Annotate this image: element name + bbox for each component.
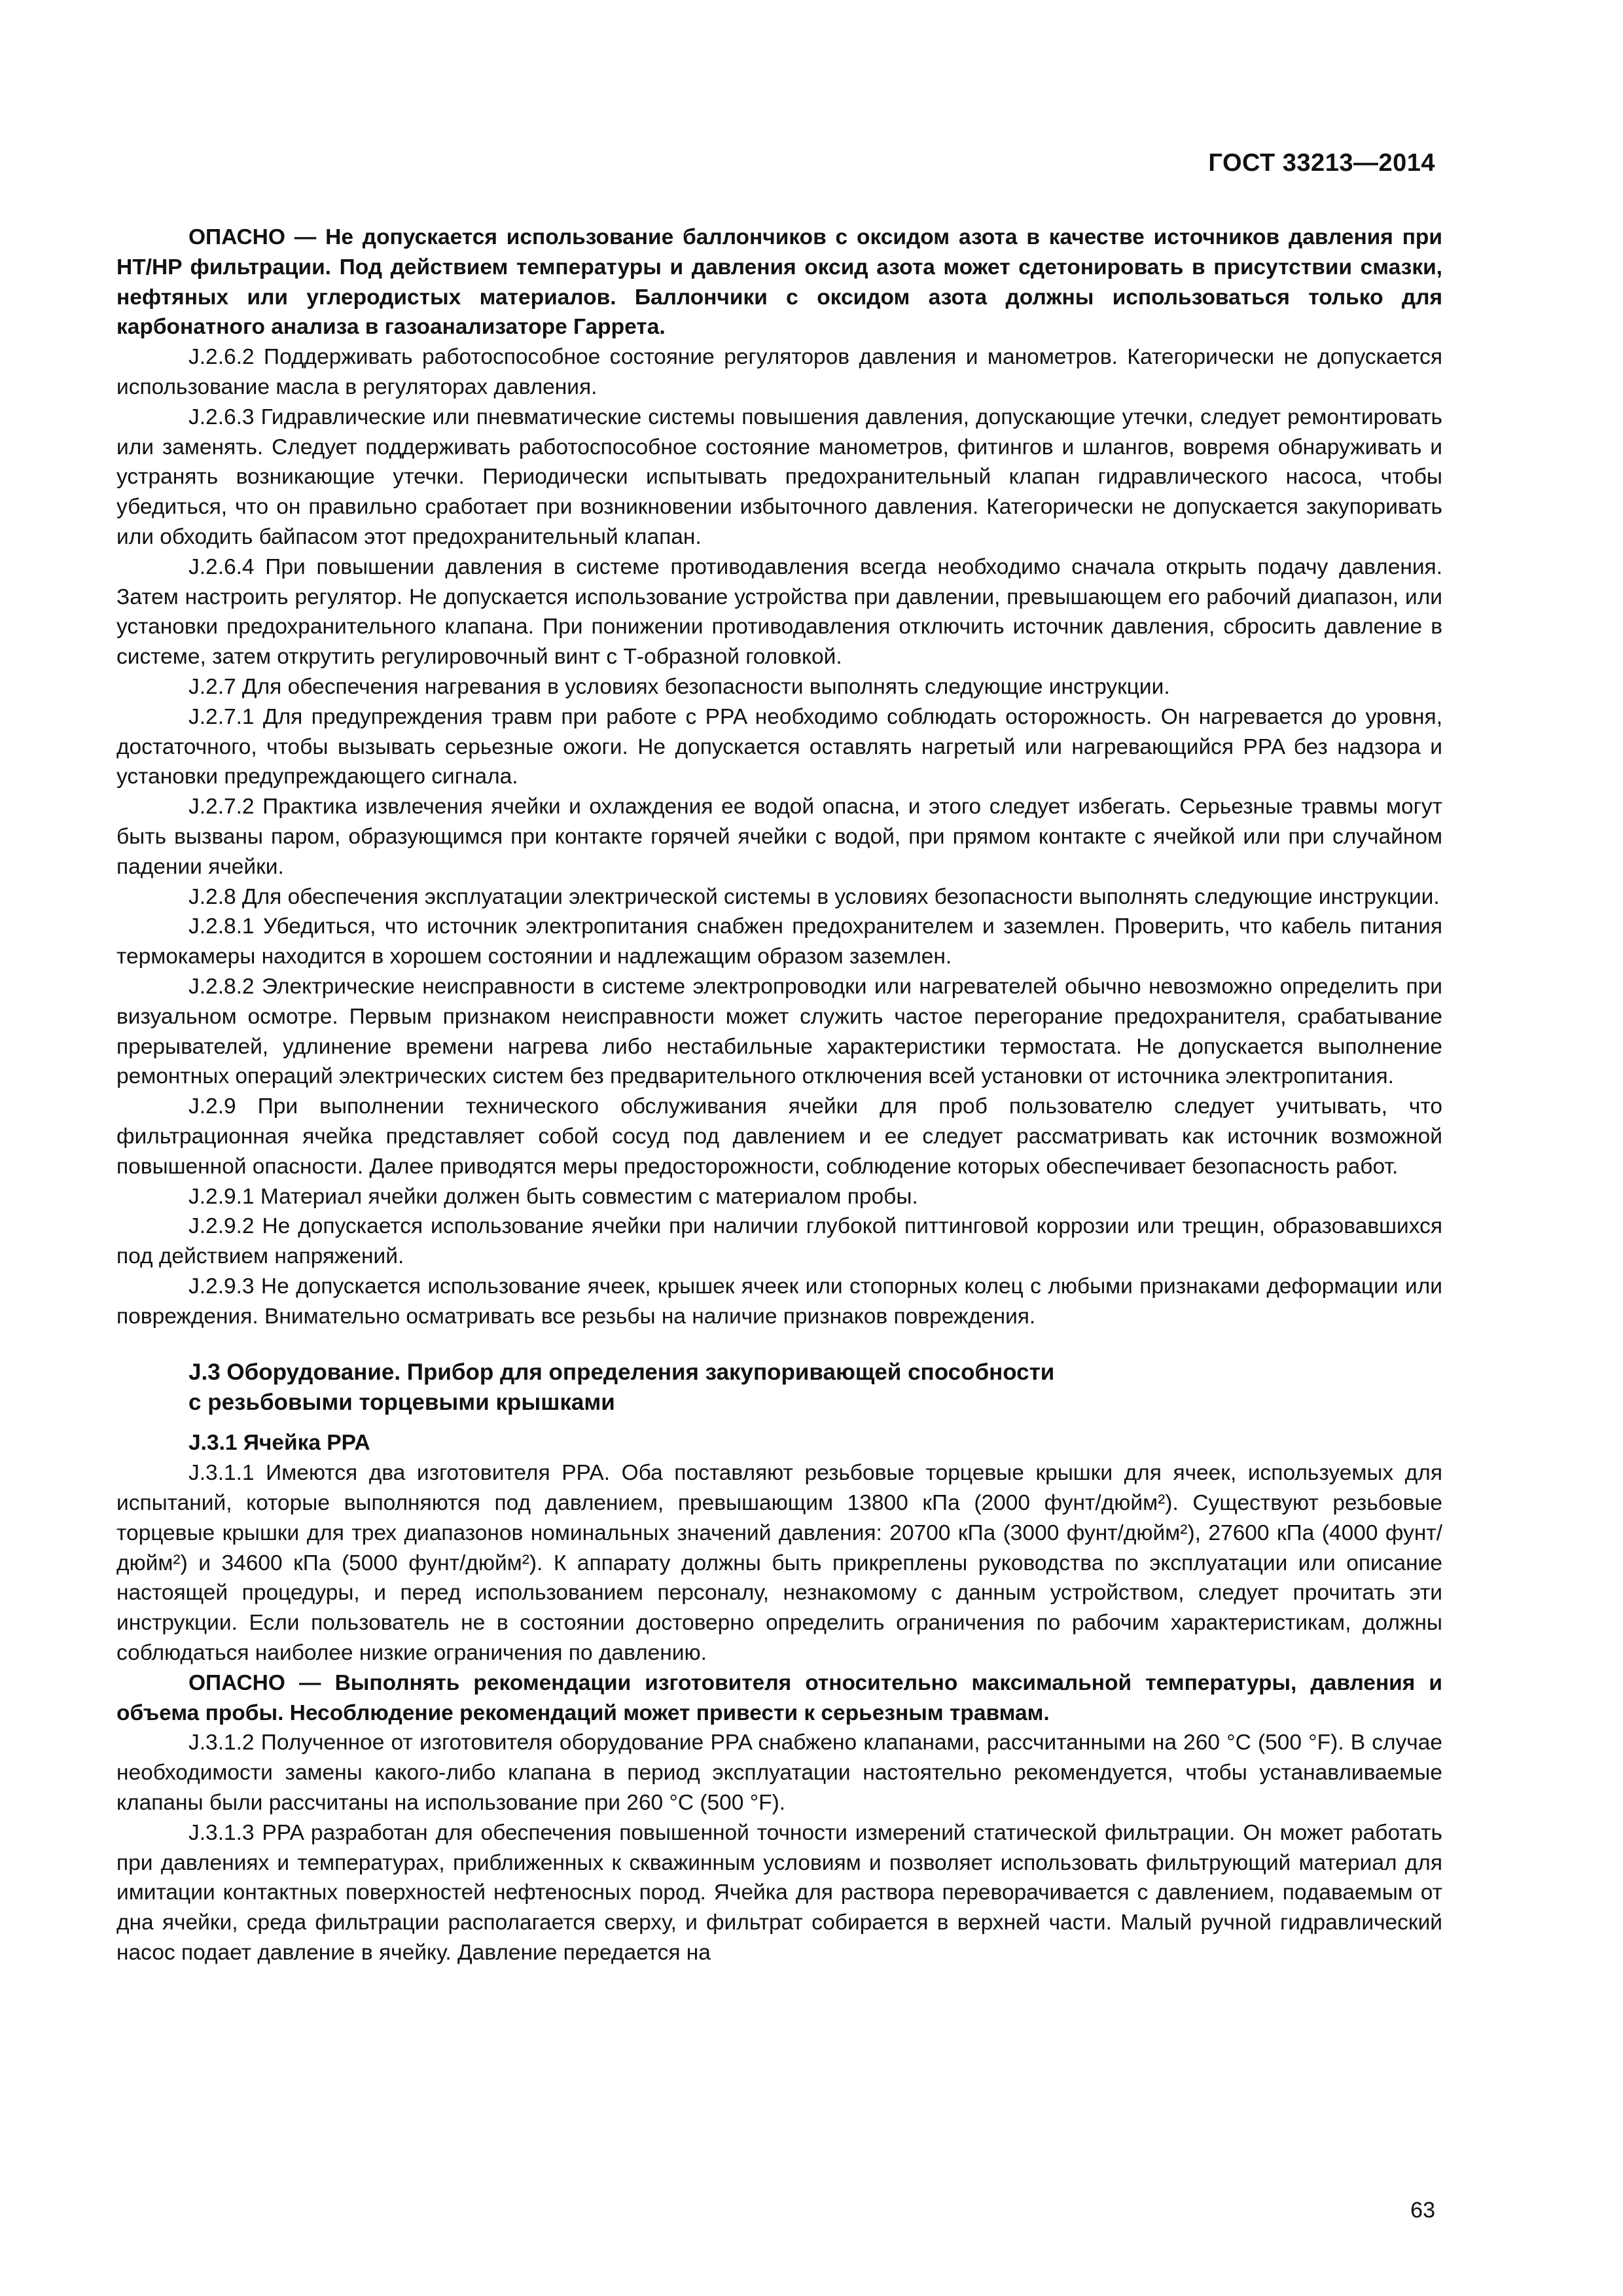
subsection-heading: J.3.1 Ячейка PPA [188, 1431, 370, 1456]
paragraph: J.2.6.4 При повышении давления в системе противодавления всегда необходимо сначала открыть подачу давления. Затем настроить регулятор. Не допускается использование устройства при давлении, превышающем его рабочий диапазон, или установки предохранительного клапана. При понижении противодавления отключить источник давления, сбросить давление в системе, затем открутить регулировочный винт с Т-образной головкой. [116, 554, 1442, 670]
danger-warning: ОПАСНО — Выполнять рекомендации изготовителя относительно максимальной температуры, давления и объема пробы. Несоблюдение рекомендаций может привести к серьезным травмам. [116, 1670, 1442, 1725]
paragraph: J.3.1.3 PPA разработан для обеспечения повышенной точности измерений статической фильтрации. Он может работать при давлениях и температурах, приближенных к скважинным условиям и позволяет использовать фильтрующий материал для имитации контактных поверхностей нефтеносных пород. Ячейка для раствора переворачивается с давлением, подаваемым от дна ячейки, среда фильтрации располагается сверху, и фильтрат собирается в верхней части. Малый ручной гидравлический насос подает давление в ячейку. Давление передается на [116, 1820, 1442, 1965]
paragraph: J.3.1.1 Имеются два изготовителя PPA. Оба поставляют резьбовые торцевые крышки для ячеек, используемых для испытаний, которые выполняются под давлением, превышающим 13800 кПа (2000 фунт/дюйм²). Существуют резьбовые торцевые крышки для трех диапазонов номинальных значений давления: 20700 кПа (3000 фунт/дюйм²), 27600 кПа (4000 фунт/дюйм²) и 34600 кПа (5000 фунт/дюйм²). К аппарату должны быть прикреплены руководства по эксплуатации или описание настоящей процедуры, и перед использованием персоналу, незнакомому с данным устройством, следует прочитать эти инструкции. Если пользователь не в состоянии достоверно определить ограничения по рабочим характеристикам, должны соблюдаться наиболее низкие ограничения по давлению. [116, 1461, 1442, 1666]
document-header: ГОСТ 33213—2014 [1208, 149, 1435, 177]
paragraph: J.2.7.2 Практика извлечения ячейки и охлаждения ее водой опасна, и этого следует избегать. Серьезные травмы могут быть вызваны паром, образующимся при контакте горячей ячейки с водой, при прямом контакте с ячейкой или при случайном падении ячейки. [116, 795, 1442, 879]
document-body [116, 223, 1442, 1968]
paragraph: J.2.9 При выполнении технического обслуживания ячейки для проб пользователю следует учитывать, что фильтрационная ячейка представляет собой сосуд под давлением и ее следует рассматривать как источник возможной повышенной опасности. Далее приводятся меры предосторожности, соблюдение которых обеспечивает безопасность работ. [116, 1094, 1442, 1179]
section-heading [188, 1357, 1442, 1418]
paragraph: J.2.9.2 Не допускается использование ячейки при наличии глубокой питтинговой коррозии или трещин, образовавшихся под действием напряжений. [116, 1214, 1442, 1269]
paragraph: J.2.9.3 Не допускается использование ячеек, крышек ячеек или стопорных колец с любыми признаками деформации или повреждения. Внимательно осматривать все резьбы на наличие признаков повреждения. [116, 1274, 1442, 1329]
section-heading-line: с резьбовыми торцевыми крышками [188, 1390, 615, 1416]
paragraph: J.2.6.3 Гидравлические или пневматические системы повышения давления, допускающие утечки, следует ремонтировать или заменять. Следует поддерживать работоспособное состояние манометров, фитингов и шлангов, вовремя обнаруживать и устранять возникающие утечки. Периодически испытывать предохранительный клапан гидравлического насоса, чтобы убедиться, что он правильно сработает при возникновении избыточного давления. Категорически не допускается закупоривать или обходить байпасом этот предохранительный клапан. [116, 404, 1442, 549]
paragraph: J.2.8 Для обеспечения эксплуатации электрической системы в условиях безопасности выполнять следующие инструкции. [188, 884, 1440, 909]
paragraph: J.2.8.2 Электрические неисправности в системе электропроводки или нагревателей обычно невозможно определить при визуальном осмотре. Первым признаком неисправности может служить частое перегорание предохранителя, срабатывание прерывателей, удлинение времени нагрева либо нестабильные характеристики термостата. Не допускается выполнение ремонтных операций электрических систем без предварительного отключения всей установки от источника электропитания. [116, 974, 1442, 1089]
section-heading-line: J.3 Оборудование. Прибор для определения закупоривающей способности [188, 1359, 1055, 1386]
paragraph: J.2.9.1 Материал ячейки должен быть совместим с материалом пробы. [188, 1184, 918, 1209]
paragraph: J.2.6.2 Поддерживать работоспособное состояние регуляторов давления и манометров. Категорически не допускается использование масла в регуляторах давления. [116, 345, 1442, 399]
paragraph: J.3.1.2 Полученное от изготовителя оборудование PPA снабжено клапанами, рассчитанными на 260 °С (500 °F). В случае необходимости замены какого-либо клапана в период эксплуатации настоятельно рекомендуется, чтобы устанавливаемые клапаны были рассчитаны на использование при 260 °С (500 °F). [116, 1731, 1442, 1816]
paragraph: J.2.7.1 Для предупреждения травм при работе с PPA необходимо соблюдать осторожность. Он нагревается до уровня, достаточного, чтобы вызывать серьезные ожоги. Не допускается оставлять нагретый или нагревающийся PPA без надзора и установки предупреждающего сигнала. [116, 704, 1442, 789]
danger-warning: ОПАСНО — Не допускается использование баллончиков с оксидом азота в качестве источников давления при HT/HP фильтрации. Под действием температуры и давления оксид азота может сдетонировать в присутствии смазки, нефтяных или углеродистых материалов. Баллончики с оксидом азота должны использоваться только для карбонатного анализа в газоанализаторе Гаррета. [116, 225, 1442, 340]
paragraph: J.2.7 Для обеспечения нагревания в условиях безопасности выполнять следующие инструкции. [188, 674, 1170, 699]
paragraph: J.2.8.1 Убедиться, что источник электропитания снабжен предохранителем и заземлен. Проверить, что кабель питания термокамеры находится в хорошем состоянии и надлежащим образом заземлен. [116, 914, 1442, 969]
page-number: 63 [1410, 2198, 1435, 2223]
